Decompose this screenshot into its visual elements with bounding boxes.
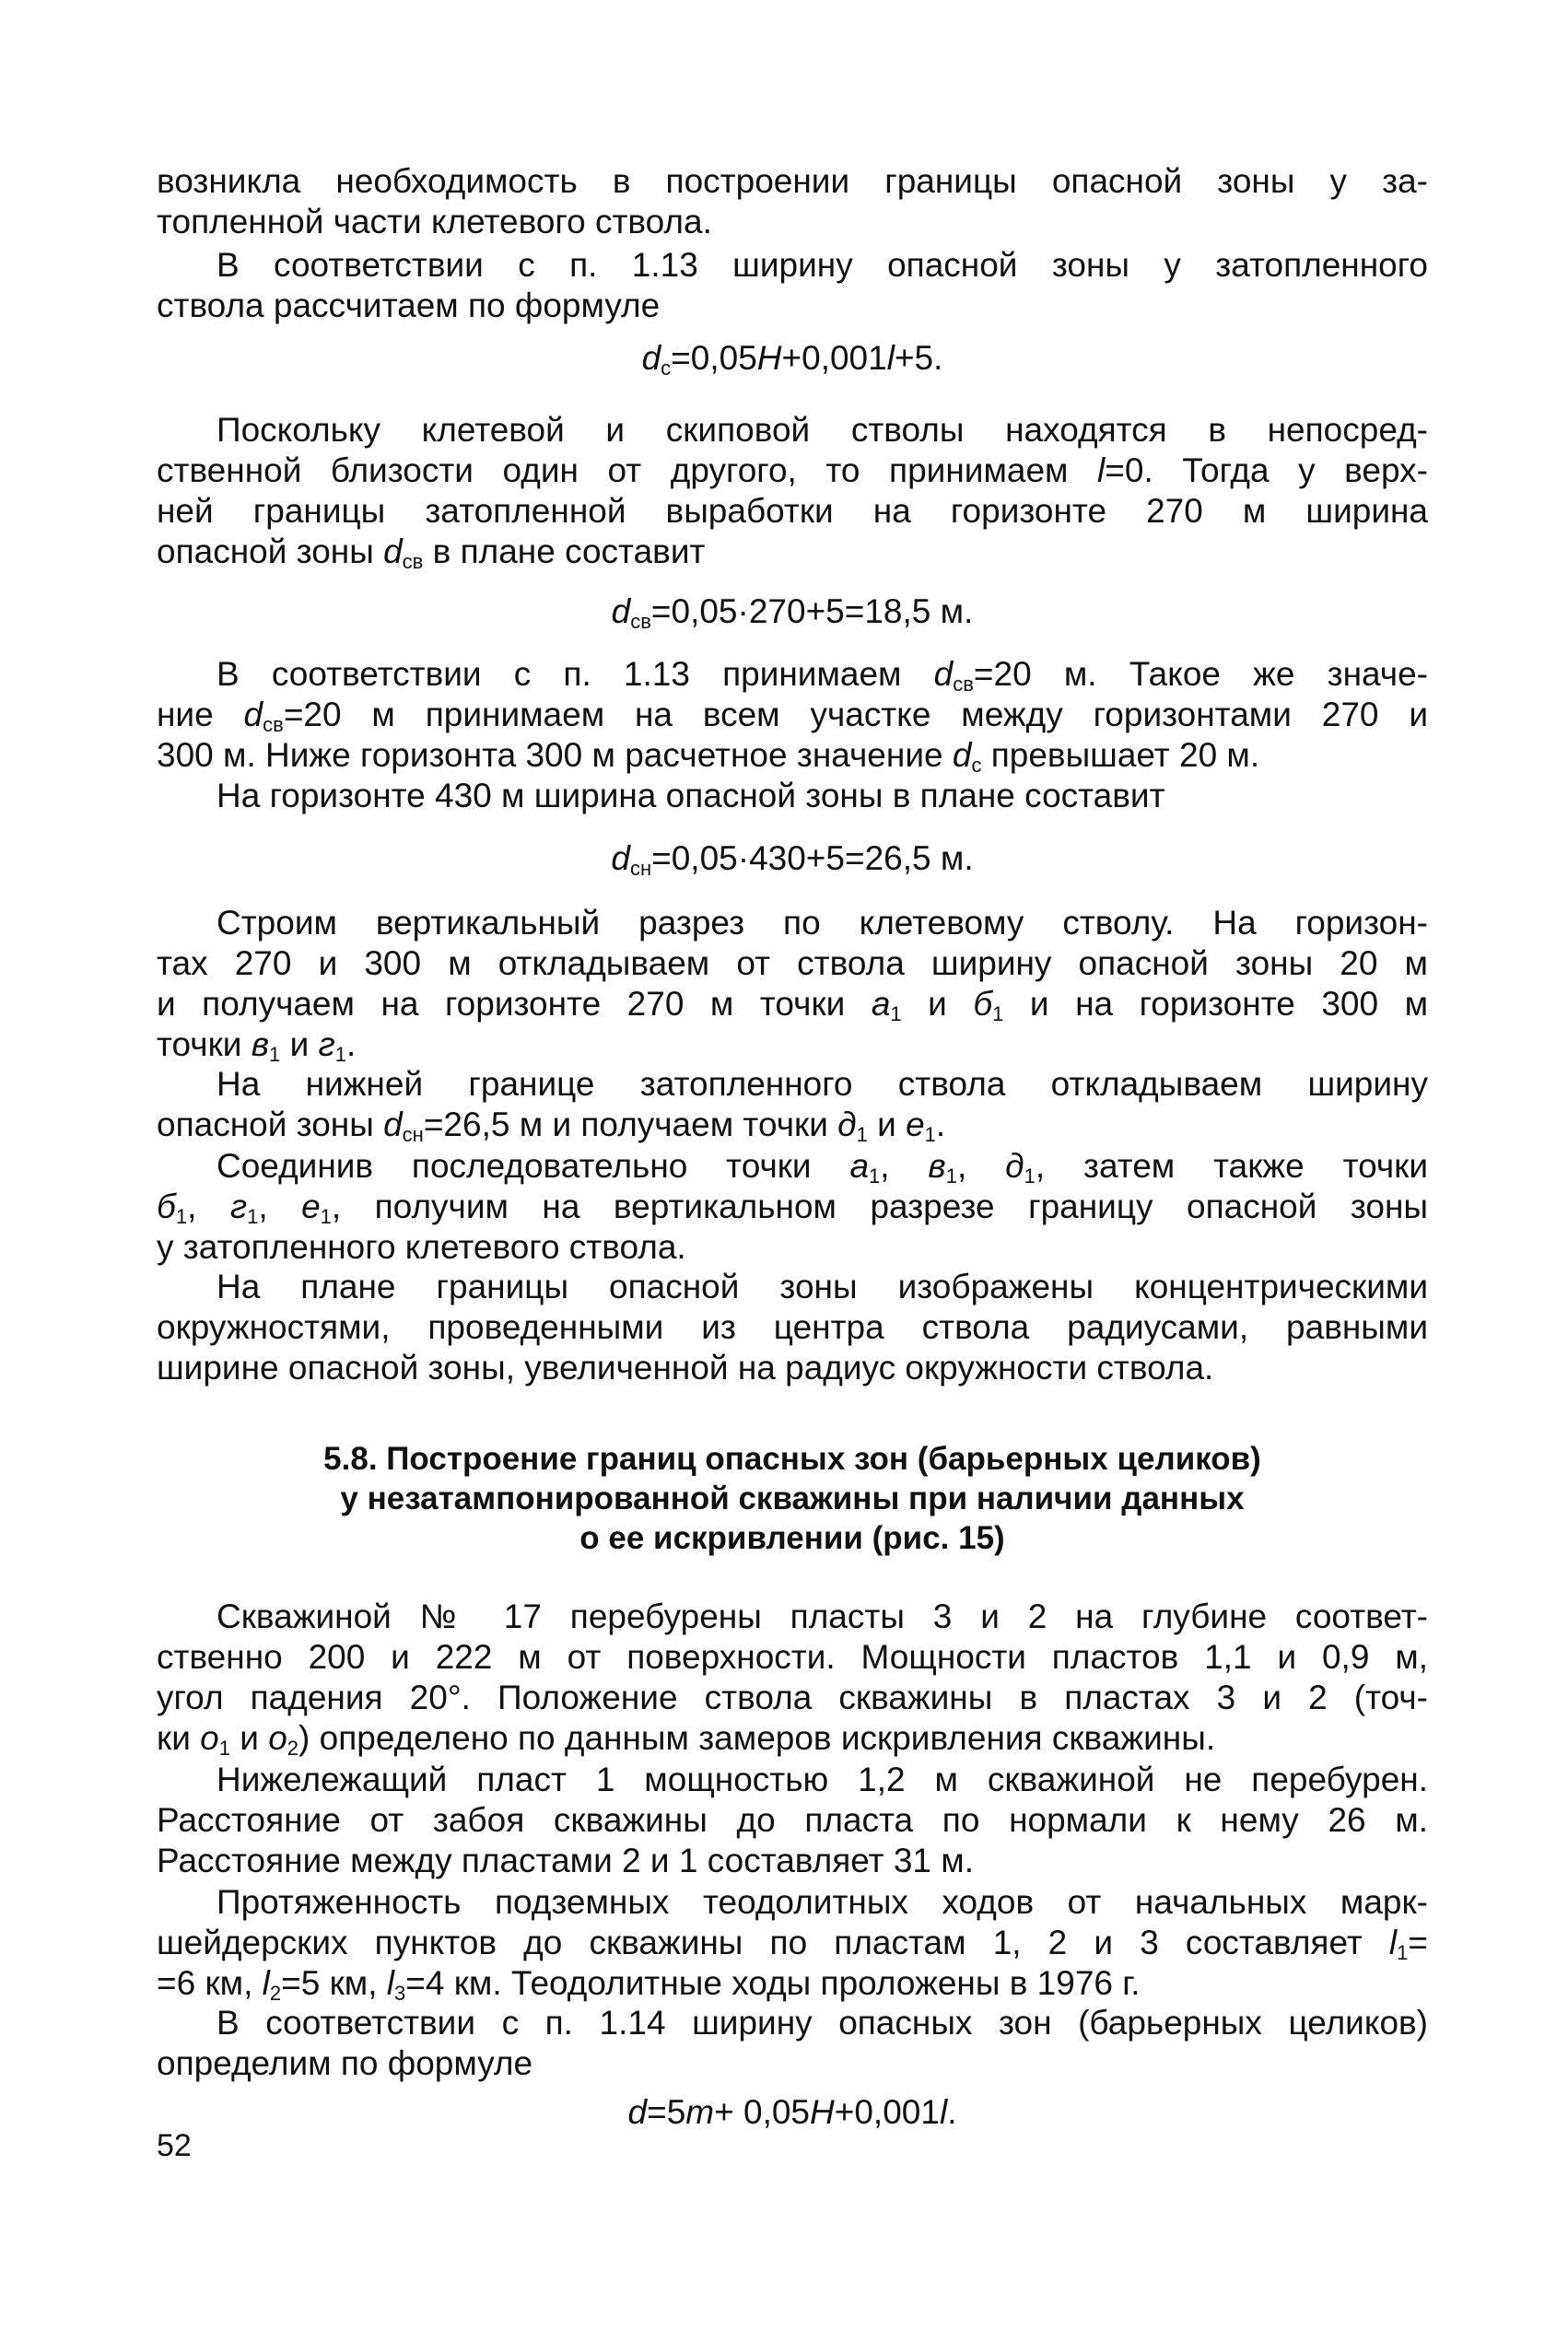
math-subscript: 1 [334, 1043, 347, 1066]
math-subscript: с [971, 754, 982, 777]
text-line [157, 1841, 1428, 1881]
text-line [157, 903, 1428, 943]
text-run: В соответствии с п. 1.13 принимаем [216, 655, 934, 693]
math-variable: о [200, 1719, 219, 1757]
text-run: =0. Тогда у верх- [1105, 451, 1428, 489]
math-variable: а [871, 985, 891, 1023]
math-subscript: сн [402, 1123, 424, 1146]
text-run: и [280, 1025, 319, 1063]
text-line [157, 1307, 1428, 1348]
formula [157, 591, 1428, 632]
math-variable: d [952, 736, 972, 774]
formula [157, 2092, 1428, 2133]
math-variable: б [973, 985, 993, 1023]
paragraph [157, 2003, 1428, 2084]
text-run: ) определено по данным замеров искривления скважины. [298, 1719, 1216, 1757]
text-run: и на горизонте 300 м [1003, 985, 1428, 1023]
text-line [157, 491, 1428, 532]
text-run: , [187, 1188, 230, 1225]
math-variable: l [939, 2093, 948, 2131]
math-variable: l [386, 1964, 395, 2002]
math-variable: в [928, 1147, 946, 1185]
math-variable: d [933, 655, 954, 693]
text-line [641, 339, 943, 380]
text-line [157, 451, 1428, 491]
paragraph [157, 1146, 1428, 1268]
text-line [157, 1146, 1428, 1187]
math-variable: d [383, 1106, 403, 1143]
math-subscript: 1 [992, 1002, 1004, 1025]
text-run: опасной зоны [157, 533, 384, 570]
text-run: , [880, 1147, 929, 1185]
text-run: ственно 200 и 222 м от поверхности. Мощности пластов 1,1 и 0,9 м, [157, 1638, 1428, 1676]
text-run: +0,001 [834, 2093, 940, 2131]
text-run: =0,05·430+5=26,5 м. [651, 839, 974, 877]
text-run: =5 [647, 2093, 686, 2131]
text-run: шейдерских пунктов до скважины по пластам 1, 2 и 3 составляет [157, 1924, 1389, 1961]
math-variable: г [229, 1188, 248, 1225]
math-subscript: 1 [320, 1205, 332, 1228]
text-line [157, 695, 1428, 735]
text-run: . [935, 1106, 946, 1143]
text-line [157, 1518, 1428, 1558]
text-run: , затем также точки [1035, 1147, 1429, 1185]
math-subscript: 1 [1397, 1941, 1409, 1964]
math-variable: d [383, 533, 403, 570]
paragraph [157, 1882, 1428, 2004]
text-run: Поскольку клетевой и скиповой стволы находятся в непосред- [216, 411, 1428, 449]
text-line [157, 1800, 1428, 1841]
math-variable: H [810, 2093, 835, 2131]
math-variable: о [268, 1719, 287, 1757]
math-subscript: 1 [924, 1123, 936, 1146]
paragraph [157, 903, 1428, 1065]
text-run: и [229, 1719, 269, 1757]
text-run: о ее искривлении (рис. 15) [579, 1520, 1005, 1556]
text-line [157, 1637, 1428, 1678]
math-variable: б [157, 1188, 176, 1225]
text-run: и [901, 985, 974, 1023]
text-run: =4 км. Теодолитные ходы проложены в 1976 г. [405, 1964, 1141, 2002]
text-run: ние [157, 696, 244, 733]
paragraph [157, 245, 1428, 326]
text-run: тах 270 и 300 м откладываем от ствола ширину опасной зоны 20 м [157, 944, 1428, 982]
text-line [157, 1718, 1428, 1759]
text-run: 300 м. Ниже горизонта 300 м расчетное значение [157, 736, 953, 774]
math-subscript: св [953, 673, 974, 696]
math-variable: l [1388, 1924, 1398, 1961]
text-run: возникла необходимость в построении границы опасной зоны у за- [157, 162, 1428, 200]
text-run: Соединив последовательно точки [216, 1147, 850, 1185]
text-run: и [867, 1106, 907, 1143]
formula [157, 838, 1428, 879]
text-line [157, 532, 1428, 572]
math-variable: l [886, 339, 895, 377]
math-subscript: 1 [856, 1123, 868, 1146]
text-run: превышает 20 м. [981, 736, 1260, 774]
paragraph [157, 1760, 1428, 1881]
math-subscript: с [661, 357, 672, 380]
math-variable: d [641, 339, 661, 377]
text-line [157, 1882, 1428, 1923]
text-line [611, 592, 974, 633]
text-run: Расстояние от забоя скважины до пласта по нормали к нему 26 м. [157, 1801, 1428, 1839]
math-subscript: 3 [394, 1982, 406, 2005]
math-subscript: 1 [890, 1002, 902, 1025]
math-variable: а [849, 1147, 870, 1185]
text-run: опасной зоны [157, 1106, 384, 1143]
text-run: и получаем на горизонте 270 м точки [157, 985, 872, 1023]
text-line [157, 1267, 1428, 1307]
text-line [157, 2003, 1428, 2043]
text-run: топленной части клетевого ствола. [157, 203, 712, 240]
math-variable: d [611, 839, 630, 877]
paragraph [157, 410, 1428, 572]
math-variable: m [685, 2093, 715, 2131]
text-run: =0,05 [671, 339, 757, 377]
text-run: , [258, 1188, 302, 1225]
math-subscript: 1 [247, 1205, 259, 1228]
text-line [157, 1064, 1428, 1105]
text-run: точки [157, 1025, 252, 1063]
text-line [157, 1963, 1428, 2004]
math-subscript: св [630, 610, 651, 633]
text-run: В соответствии с п. 1.14 ширину опасных зон (барьерных целиков) [216, 2004, 1428, 2042]
text-run: ственной близости один от другого, то принимаем [157, 451, 1098, 489]
text-run: На плане границы опасной зоны изображены концентрическими [216, 1268, 1428, 1305]
text-run: ней границы затопленной выработки на горизонте 270 м ширина [157, 492, 1428, 530]
paragraph [157, 776, 1428, 816]
math-subscript: сн [629, 857, 652, 880]
text-line [157, 1479, 1428, 1518]
text-run: =20 м. Такое же значе- [973, 655, 1428, 693]
text-run: у затопленного клетевого ствола. [157, 1228, 686, 1266]
paragraph [157, 654, 1428, 776]
text-run: +0,001 [781, 339, 887, 377]
math-variable: е [906, 1106, 925, 1143]
math-variable: д [837, 1106, 857, 1143]
text-run: у незатампонированной скважины при наличии данных [340, 1480, 1245, 1516]
text-line [157, 410, 1428, 451]
text-run: + 0,05 [714, 2093, 811, 2131]
math-subscript: 2 [269, 1982, 282, 2005]
text-line [628, 2093, 957, 2131]
formula [157, 338, 1428, 379]
text-line [157, 1597, 1428, 1637]
math-subscript: 1 [269, 1043, 281, 1066]
text-run: угол падения 20°. Положение ствола скважины в пластах 3 и 2 (точ- [157, 1679, 1428, 1716]
math-variable: l [262, 1964, 270, 2002]
text-run: ки [157, 1719, 201, 1757]
math-subscript: 1 [945, 1164, 957, 1188]
text-line [157, 1678, 1428, 1718]
text-run: Расстояние между пластами 2 и 1 составляет 31 м. [157, 1842, 974, 1879]
math-variable: d [627, 2093, 648, 2131]
text-run: В соответствии с п. 1.13 ширину опасной зоны у затопленного [216, 246, 1428, 284]
math-variable: d [243, 696, 263, 733]
text-line [157, 1348, 1428, 1388]
text-line [157, 2043, 1428, 2084]
text-line [157, 1187, 1428, 1227]
text-line [157, 1760, 1428, 1800]
text-line [157, 776, 1428, 816]
text-run: , [957, 1147, 1006, 1185]
text-line [157, 984, 1428, 1024]
text-run: ствола рассчитаем по формуле [157, 287, 661, 324]
text-line [157, 245, 1428, 286]
text-run: =0,05·270+5=18,5 м. [650, 592, 974, 630]
text-line [157, 1923, 1428, 1963]
text-run: в плане составит [423, 533, 706, 570]
text-run: =20 м принимаем на всем участке между горизонтами 270 и [283, 696, 1429, 733]
text-line [157, 1105, 1428, 1145]
text-run: ширине опасной зоны, увеличенной на радиус окружности ствола. [157, 1349, 1214, 1387]
math-subscript: 2 [287, 1737, 299, 1760]
math-subscript: св [402, 550, 424, 573]
math-variable: d [611, 592, 631, 630]
math-variable: г [318, 1025, 335, 1063]
paragraph [157, 161, 1428, 242]
text-run: . [947, 2093, 957, 2131]
section-heading [157, 1439, 1428, 1558]
paragraph [157, 1267, 1428, 1388]
text-run: Строим вертикальный разрез по клетевому стволу. На горизон- [216, 904, 1428, 942]
text-line [157, 1227, 1428, 1268]
text-run: Скважиной № 17 перебурены пласты 3 и 2 на глубине соответ- [216, 1598, 1428, 1635]
math-subscript: св [263, 713, 284, 736]
math-variable: l [1097, 451, 1106, 489]
math-variable: д [1005, 1147, 1024, 1185]
text-run: определим по формуле [157, 2044, 533, 2082]
text-run: окружностями, проведенными из центра ствола радиусами, равными [157, 1308, 1428, 1346]
math-variable: H [756, 339, 782, 377]
text-run: , получим на вертикальном разрезе границу опасной зоны [331, 1188, 1429, 1225]
text-line [157, 286, 1428, 326]
text-run: Нижележащий пласт 1 мощностью 1,2 м скважиной не перебурен. [216, 1761, 1428, 1798]
text-run: На нижней границе затопленного ствола откладываем ширину [216, 1065, 1428, 1103]
math-subscript: 1 [869, 1164, 881, 1188]
text-line [157, 161, 1428, 202]
text-line [157, 735, 1428, 776]
math-subscript: 1 [175, 1205, 188, 1228]
text-run: . [346, 1025, 357, 1063]
paragraph [157, 1064, 1428, 1145]
text-line [157, 1439, 1428, 1479]
math-subscript: 1 [218, 1737, 230, 1760]
text-line [611, 839, 974, 880]
text-line [157, 202, 1428, 242]
text-line [157, 654, 1428, 695]
text-run: Протяженность подземных теодолитных ходов от начальных марк- [216, 1883, 1428, 1921]
text-run: =5 км, [281, 1964, 387, 2002]
page-number: 52 [157, 2128, 192, 2163]
math-subscript: 1 [1024, 1164, 1036, 1188]
text-run: +5. [894, 339, 943, 377]
text-run: =26,5 м и получаем точки [423, 1106, 838, 1143]
math-variable: в [251, 1025, 270, 1063]
text-run: =6 км, [157, 1964, 263, 2002]
paragraph [157, 1597, 1428, 1759]
text-line [157, 1024, 1428, 1065]
text-run: 5.8. Построение границ опасных зон (барьерных целиков) [323, 1441, 1261, 1477]
text-run: На горизонте 430 м ширина опасной зоны в плане составит [216, 777, 1165, 814]
text-run: = [1408, 1924, 1428, 1961]
text-line [157, 943, 1428, 984]
math-variable: е [301, 1188, 321, 1225]
